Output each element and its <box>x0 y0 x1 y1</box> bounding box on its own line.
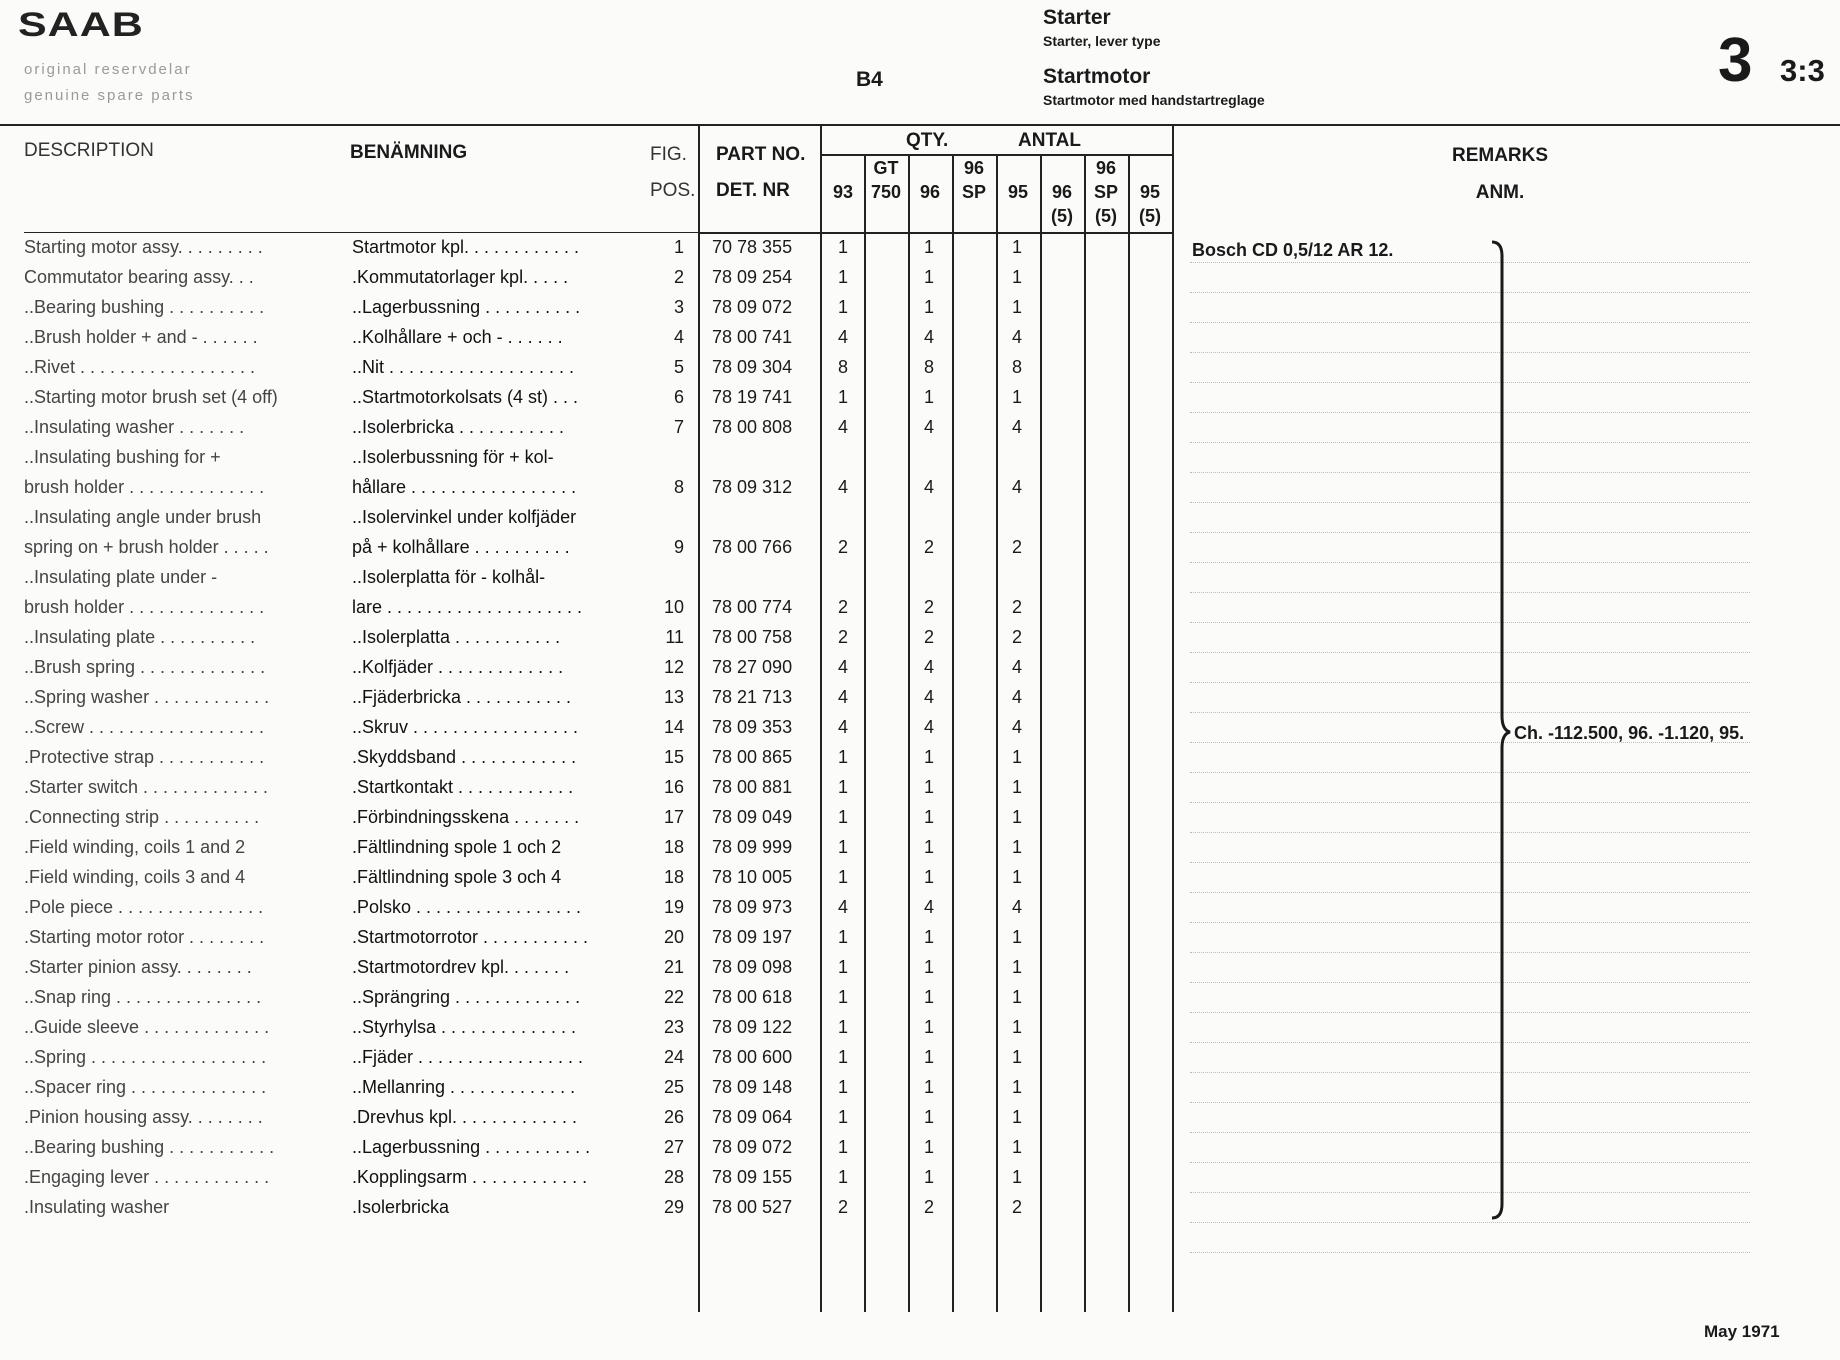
row-benamning: ..Fjäderbricka . . . . . . . . . . . <box>352 687 572 707</box>
row-qty-93: 1 <box>837 927 848 947</box>
row-benamning: lare . . . . . . . . . . . . . . . . . . . . <box>352 597 583 617</box>
row-qty-95: 1 <box>1011 777 1022 797</box>
row-qty-96: 2 <box>923 597 934 617</box>
row-part-number: 78 09 312 <box>712 477 793 497</box>
row-description: ..Insulating angle under brush <box>24 507 262 527</box>
row-benamning: ..Nit . . . . . . . . . . . . . . . . . . . <box>352 357 575 377</box>
row-qty-96: 4 <box>923 417 934 437</box>
remarks-ruling <box>1190 472 1750 473</box>
remarks-ruling <box>1190 412 1750 413</box>
row-fig-pos: 7 <box>673 417 684 437</box>
row-benamning: .Fältlindning spole 1 och 2 <box>352 837 562 857</box>
row-qty-93: 1 <box>837 1077 848 1097</box>
row-qty-95: 1 <box>1011 867 1022 887</box>
title-english: Starter <box>1043 6 1111 29</box>
model-col-6-line3: (5) <box>1051 206 1073 226</box>
row-qty-96: 1 <box>923 1107 934 1127</box>
row-description: ..Rivet . . . . . . . . . . . . . . . . . . <box>24 357 256 377</box>
col-qty: QTY. <box>906 130 949 151</box>
row-part-number: 78 00 865 <box>712 747 793 767</box>
remark-bosch: Bosch CD 0,5/12 AR 12. <box>1192 240 1394 260</box>
row-qty-96: 1 <box>923 867 934 887</box>
model-col-2-line1: GT <box>873 158 899 178</box>
row-part-number: 78 09 049 <box>712 807 793 827</box>
remarks-ruling <box>1190 802 1750 803</box>
row-qty-95: 1 <box>1011 297 1022 317</box>
row-part-number: 78 09 064 <box>712 1107 793 1127</box>
table-header-rule <box>698 232 1174 234</box>
row-part-number: 78 09 999 <box>712 837 793 857</box>
row-qty-95: 2 <box>1011 627 1022 647</box>
remarks-ruling <box>1190 262 1750 263</box>
divider-qty-col <box>1040 155 1042 1312</box>
remarks-ruling <box>1190 772 1750 773</box>
tagline-swedish: original reservdelar <box>24 61 192 78</box>
row-qty-93: 4 <box>837 417 848 437</box>
row-fig-pos: 3 <box>673 297 684 317</box>
row-qty-95: 4 <box>1011 327 1022 347</box>
row-fig-pos: 1 <box>673 237 684 257</box>
row-qty-93: 4 <box>837 897 848 917</box>
row-description: ..Insulating plate under - <box>24 567 218 587</box>
row-qty-95: 1 <box>1011 1047 1022 1067</box>
row-qty-93: 4 <box>837 327 848 347</box>
row-qty-95: 1 <box>1011 1107 1022 1127</box>
col-antal: ANTAL <box>1018 130 1081 151</box>
row-qty-96: 1 <box>923 957 934 977</box>
row-part-number: 78 09 155 <box>712 1167 793 1187</box>
remarks-ruling <box>1190 652 1750 653</box>
row-description: .Insulating washer <box>24 1197 170 1217</box>
row-qty-96: 4 <box>923 477 934 497</box>
row-benamning: .Förbindningsskena . . . . . . . <box>352 807 580 827</box>
row-qty-95: 1 <box>1011 807 1022 827</box>
row-qty-93: 1 <box>837 237 848 257</box>
row-qty-96: 1 <box>923 1047 934 1067</box>
row-qty-96: 4 <box>923 327 934 347</box>
saab-logo: SAAB <box>18 5 144 45</box>
row-part-number: 78 00 808 <box>712 417 793 437</box>
divider-qty-col <box>952 155 954 1312</box>
row-qty-96: 1 <box>923 777 934 797</box>
row-part-number: 78 09 098 <box>712 957 793 977</box>
row-qty-95: 1 <box>1011 837 1022 857</box>
row-qty-96: 8 <box>923 357 934 377</box>
model-col-4-line2: SP <box>961 182 986 202</box>
row-description: brush holder . . . . . . . . . . . . . . <box>24 597 265 617</box>
row-qty-93: 2 <box>837 537 848 557</box>
remarks-ruling <box>1190 622 1750 623</box>
row-part-number: 78 09 122 <box>712 1017 793 1037</box>
row-qty-93: 1 <box>837 387 848 407</box>
model-col-6-line2: 96 <box>1051 182 1073 202</box>
row-part-number: 78 21 713 <box>712 687 793 707</box>
col-pos: POS. <box>650 180 696 201</box>
remarks-ruling <box>1190 1132 1750 1133</box>
remarks-ruling <box>1190 682 1750 683</box>
row-benamning: ..Lagerbussning . . . . . . . . . . . <box>352 1137 591 1157</box>
row-fig-pos: 17 <box>663 807 684 827</box>
row-part-number: 78 00 758 <box>712 627 793 647</box>
row-description: ..Bearing bushing . . . . . . . . . . . <box>24 1137 275 1157</box>
row-fig-pos: 10 <box>663 597 684 617</box>
row-fig-pos: 24 <box>663 1047 684 1067</box>
remark-chassis: Ch. -112.500, 96. -1.120, 95. <box>1514 723 1745 743</box>
row-benamning: ..Skruv . . . . . . . . . . . . . . . . . <box>352 717 579 737</box>
row-description: Starting motor assy. . . . . . . . . <box>24 237 263 257</box>
row-fig-pos: 5 <box>673 357 684 377</box>
row-qty-96: 1 <box>923 987 934 1007</box>
model-col-1-line2: 93 <box>832 182 854 202</box>
row-qty-93: 1 <box>837 1017 848 1037</box>
remarks-ruling <box>1190 322 1750 323</box>
row-description: ..Insulating bushing for + <box>24 447 221 467</box>
row-fig-pos: 23 <box>663 1017 684 1037</box>
row-qty-96: 4 <box>923 717 934 737</box>
row-qty-93: 1 <box>837 1107 848 1127</box>
row-qty-95: 1 <box>1011 387 1022 407</box>
row-qty-95: 4 <box>1011 717 1022 737</box>
remarks-ruling <box>1190 1012 1750 1013</box>
row-benamning: hållare . . . . . . . . . . . . . . . . . <box>352 477 577 497</box>
row-qty-95: 4 <box>1011 687 1022 707</box>
row-benamning: Startmotor kpl. . . . . . . . . . . . <box>352 237 580 257</box>
row-part-number: 78 09 148 <box>712 1077 793 1097</box>
row-fig-pos: 29 <box>663 1197 684 1217</box>
row-qty-96: 1 <box>923 1017 934 1037</box>
row-description: .Connecting strip . . . . . . . . . . <box>24 807 260 827</box>
col-benamning: BENÄMNING <box>350 142 468 163</box>
row-qty-93: 1 <box>837 867 848 887</box>
desc-header-rule <box>24 232 698 233</box>
model-col-7-line3: (5) <box>1095 206 1117 226</box>
section-number: 3 <box>1718 26 1753 95</box>
remarks-ruling <box>1190 352 1750 353</box>
remarks-ruling <box>1190 1072 1750 1073</box>
row-description: ..Snap ring . . . . . . . . . . . . . . . <box>24 987 262 1007</box>
row-benamning: .Kommutatorlager kpl. . . . . <box>352 267 569 287</box>
row-qty-93: 1 <box>837 267 848 287</box>
row-qty-95: 2 <box>1011 1197 1022 1217</box>
subtitle-swedish: Startmotor med handstartreglage <box>1043 92 1265 108</box>
remarks-ruling <box>1190 532 1750 533</box>
row-fig-pos: 22 <box>663 987 684 1007</box>
row-fig-pos: 11 <box>665 627 684 647</box>
row-description: .Protective strap . . . . . . . . . . . <box>24 747 265 767</box>
row-qty-93: 1 <box>837 777 848 797</box>
model-col-5-line2: 95 <box>1007 182 1029 202</box>
row-qty-96: 4 <box>923 687 934 707</box>
row-benamning: ..Sprängring . . . . . . . . . . . . . <box>352 987 581 1007</box>
row-fig-pos: 18 <box>663 867 684 887</box>
row-qty-93: 2 <box>837 627 848 647</box>
model-col-8-line2: 95 <box>1139 182 1161 202</box>
row-description: .Field winding, coils 3 and 4 <box>24 867 246 887</box>
row-fig-pos: 9 <box>673 537 684 557</box>
row-qty-95: 1 <box>1011 1017 1022 1037</box>
divider-qty-col <box>864 155 866 1312</box>
row-benamning: ..Isolerbricka . . . . . . . . . . . <box>352 417 565 437</box>
row-benamning: ..Kolhållare + och - . . . . . . <box>352 327 563 347</box>
row-part-number: 78 00 766 <box>712 537 793 557</box>
row-part-number: 78 09 072 <box>712 1137 793 1157</box>
subtitle-english: Starter, lever type <box>1043 33 1161 49</box>
remarks-ruling <box>1190 292 1750 293</box>
row-qty-96: 1 <box>923 807 934 827</box>
row-description: ..Brush spring . . . . . . . . . . . . . <box>24 657 266 677</box>
row-fig-pos: 20 <box>663 927 684 947</box>
row-part-number: 78 09 254 <box>712 267 793 287</box>
row-fig-pos: 14 <box>663 717 684 737</box>
row-benamning: på + kolhållare . . . . . . . . . . <box>352 537 570 557</box>
row-qty-93: 1 <box>837 1137 848 1157</box>
row-fig-pos: 28 <box>663 1167 684 1187</box>
row-benamning: ..Isolerplatta för - kolhål- <box>352 567 546 587</box>
row-description: ..Starting motor brush set (4 off) <box>24 387 278 407</box>
divider-part-qty <box>820 126 822 1312</box>
row-part-number: 78 09 072 <box>712 297 793 317</box>
remarks-ruling <box>1190 862 1750 863</box>
row-description: brush holder . . . . . . . . . . . . . . <box>24 477 265 497</box>
col-remarks: REMARKS <box>1451 145 1549 166</box>
row-fig-pos: 15 <box>663 747 684 767</box>
row-qty-96: 1 <box>923 1167 934 1187</box>
row-qty-95: 4 <box>1011 897 1022 917</box>
row-qty-95: 1 <box>1011 747 1022 767</box>
page-number: 3:3 <box>1780 53 1825 88</box>
row-qty-95: 1 <box>1011 267 1022 287</box>
row-qty-96: 2 <box>923 1197 934 1217</box>
qty-header-rule <box>820 154 1174 156</box>
row-qty-93: 1 <box>837 807 848 827</box>
row-qty-93: 1 <box>837 957 848 977</box>
row-part-number: 78 10 005 <box>712 867 793 887</box>
row-qty-96: 1 <box>923 237 934 257</box>
row-qty-93: 4 <box>837 657 848 677</box>
row-benamning: ..Mellanring . . . . . . . . . . . . . <box>352 1077 576 1097</box>
col-description: DESCRIPTION <box>24 140 154 161</box>
row-qty-95: 1 <box>1011 1167 1022 1187</box>
row-benamning: ..Startmotorkolsats (4 st) . . . <box>352 387 579 407</box>
row-qty-96: 4 <box>923 657 934 677</box>
row-part-number: 78 09 197 <box>712 927 793 947</box>
row-description: ..Screw . . . . . . . . . . . . . . . . . . <box>24 717 265 737</box>
header-rule <box>0 124 1840 126</box>
row-qty-95: 1 <box>1011 957 1022 977</box>
title-swedish: Startmotor <box>1043 65 1151 88</box>
remark-brace <box>1488 240 1512 1220</box>
row-qty-95: 4 <box>1011 657 1022 677</box>
row-benamning: ..Kolfjäder . . . . . . . . . . . . . <box>352 657 564 677</box>
row-qty-95: 2 <box>1011 597 1022 617</box>
row-benamning: .Isolerbricka <box>352 1197 450 1217</box>
row-description: ..Insulating washer . . . . . . . <box>24 417 245 437</box>
remarks-ruling <box>1190 892 1750 893</box>
row-description: ..Brush holder + and - . . . . . . <box>24 327 258 347</box>
row-fig-pos: 21 <box>663 957 684 977</box>
row-part-number: 78 27 090 <box>712 657 793 677</box>
row-qty-96: 4 <box>923 897 934 917</box>
tagline-english: genuine spare parts <box>24 87 195 104</box>
row-fig-pos: 19 <box>663 897 684 917</box>
remarks-ruling <box>1190 922 1750 923</box>
row-qty-93: 4 <box>837 687 848 707</box>
remarks-ruling <box>1190 562 1750 563</box>
row-part-number: 78 09 304 <box>712 357 793 377</box>
row-part-number: 70 78 355 <box>712 237 793 257</box>
model-col-4-line1: 96 <box>963 158 985 178</box>
row-qty-96: 1 <box>923 387 934 407</box>
row-qty-96: 1 <box>923 1137 934 1157</box>
divider-qty-remarks <box>1172 126 1174 1312</box>
row-description: .Starter switch . . . . . . . . . . . . . <box>24 777 269 797</box>
row-part-number: 78 00 600 <box>712 1047 793 1067</box>
remarks-ruling <box>1190 382 1750 383</box>
row-description: ..Bearing bushing . . . . . . . . . . <box>24 297 265 317</box>
row-description: .Engaging lever . . . . . . . . . . . . <box>24 1167 270 1187</box>
row-fig-pos: 26 <box>663 1107 684 1127</box>
row-benamning: .Startkontakt . . . . . . . . . . . . <box>352 777 574 797</box>
row-description: ..Spring washer . . . . . . . . . . . . <box>24 687 270 707</box>
row-qty-93: 1 <box>837 297 848 317</box>
row-benamning: ..Isolerplatta . . . . . . . . . . . <box>352 627 561 647</box>
row-part-number: 78 00 618 <box>712 987 793 1007</box>
row-benamning: ..Isolervinkel under kolfjäder <box>352 507 577 527</box>
row-qty-93: 1 <box>837 987 848 1007</box>
row-qty-93: 8 <box>837 357 848 377</box>
col-anm: ANM. <box>1475 182 1525 203</box>
row-qty-96: 1 <box>923 1077 934 1097</box>
row-fig-pos: 18 <box>663 837 684 857</box>
remarks-ruling <box>1190 1042 1750 1043</box>
remarks-ruling <box>1190 982 1750 983</box>
row-qty-93: 1 <box>837 747 848 767</box>
row-benamning: ..Styrhylsa . . . . . . . . . . . . . . <box>352 1017 577 1037</box>
row-fig-pos: 6 <box>673 387 684 407</box>
model-col-3-line2: 96 <box>919 182 941 202</box>
row-fig-pos: 4 <box>673 327 684 347</box>
remarks-ruling <box>1190 712 1750 713</box>
row-fig-pos: 27 <box>663 1137 684 1157</box>
row-part-number: 78 00 527 <box>712 1197 793 1217</box>
remarks-ruling <box>1190 1162 1750 1163</box>
remarks-ruling <box>1190 832 1750 833</box>
row-description: ..Spring . . . . . . . . . . . . . . . . . . <box>24 1047 267 1067</box>
row-qty-93: 1 <box>837 1167 848 1187</box>
row-qty-96: 2 <box>923 627 934 647</box>
divider-fig-part <box>698 126 700 1312</box>
row-benamning: ..Fjäder . . . . . . . . . . . . . . . . . <box>352 1047 584 1067</box>
row-description: .Starting motor rotor . . . . . . . . <box>24 927 265 947</box>
row-benamning: .Polsko . . . . . . . . . . . . . . . . . <box>352 897 582 917</box>
row-qty-95: 4 <box>1011 417 1022 437</box>
row-qty-96: 1 <box>923 837 934 857</box>
remarks-ruling <box>1190 1252 1750 1253</box>
row-description: .Field winding, coils 1 and 2 <box>24 837 246 857</box>
row-description: Commutator bearing assy. . . <box>24 267 254 287</box>
row-benamning: .Kopplingsarm . . . . . . . . . . . . <box>352 1167 588 1187</box>
model-col-7-line1: 96 <box>1095 158 1117 178</box>
row-fig-pos: 13 <box>663 687 684 707</box>
row-fig-pos: 16 <box>663 777 684 797</box>
col-det-nr: DET. NR <box>716 180 790 201</box>
model-code: B4 <box>856 68 883 91</box>
row-benamning: .Drevhus kpl. . . . . . . . . . . . . <box>352 1107 578 1127</box>
row-qty-95: 1 <box>1011 1137 1022 1157</box>
row-qty-95: 1 <box>1011 1077 1022 1097</box>
row-qty-95: 1 <box>1011 927 1022 947</box>
row-description: ..Guide sleeve . . . . . . . . . . . . . <box>24 1017 270 1037</box>
row-part-number: 78 09 353 <box>712 717 793 737</box>
row-part-number: 78 00 774 <box>712 597 793 617</box>
row-description: ..Insulating plate . . . . . . . . . . <box>24 627 256 647</box>
row-benamning: ..Isolerbussning för + kol- <box>352 447 554 467</box>
row-benamning: ..Lagerbussning . . . . . . . . . . <box>352 297 581 317</box>
row-qty-95: 1 <box>1011 237 1022 257</box>
row-qty-93: 1 <box>837 837 848 857</box>
row-qty-96: 1 <box>923 267 934 287</box>
remarks-ruling <box>1190 1222 1750 1223</box>
row-qty-96: 2 <box>923 537 934 557</box>
row-benamning: .Fältlindning spole 3 och 4 <box>352 867 562 887</box>
row-qty-95: 8 <box>1011 357 1022 377</box>
row-part-number: 78 00 881 <box>712 777 793 797</box>
model-col-7-line2: SP <box>1093 182 1118 202</box>
row-qty-95: 2 <box>1011 537 1022 557</box>
row-qty-93: 4 <box>837 477 848 497</box>
row-benamning: .Skyddsband . . . . . . . . . . . . <box>352 747 577 767</box>
row-description: ..Spacer ring . . . . . . . . . . . . . . <box>24 1077 267 1097</box>
remarks-ruling <box>1190 442 1750 443</box>
row-fig-pos: 8 <box>673 477 684 497</box>
row-part-number: 78 09 973 <box>712 897 793 917</box>
row-description: .Pinion housing assy. . . . . . . . <box>24 1107 263 1127</box>
row-description: .Starter pinion assy. . . . . . . . <box>24 957 252 977</box>
row-qty-96: 1 <box>923 297 934 317</box>
row-qty-95: 1 <box>1011 987 1022 1007</box>
model-col-2-line2: 750 <box>870 182 902 202</box>
remarks-ruling <box>1190 1102 1750 1103</box>
model-col-8-line3: (5) <box>1139 206 1161 226</box>
row-qty-96: 1 <box>923 747 934 767</box>
remarks-ruling <box>1190 952 1750 953</box>
divider-qty-col <box>1128 155 1130 1312</box>
row-part-number: 78 00 741 <box>712 327 793 347</box>
row-qty-96: 1 <box>923 927 934 947</box>
remarks-ruling <box>1190 1192 1750 1193</box>
row-qty-93: 4 <box>837 717 848 737</box>
row-qty-93: 2 <box>837 597 848 617</box>
row-qty-95: 4 <box>1011 477 1022 497</box>
publication-date: May 1971 <box>1704 1322 1780 1341</box>
col-part-no: PART NO. <box>716 144 806 165</box>
row-qty-93: 1 <box>837 1047 848 1067</box>
remarks-ruling <box>1190 502 1750 503</box>
row-qty-93: 2 <box>837 1197 848 1217</box>
row-fig-pos: 12 <box>663 657 684 677</box>
row-description: spring on + brush holder . . . . . <box>24 537 269 557</box>
row-fig-pos: 2 <box>673 267 684 287</box>
divider-qty-col <box>1084 155 1086 1312</box>
row-benamning: .Startmotordrev kpl. . . . . . . <box>352 957 570 977</box>
row-part-number: 78 19 741 <box>712 387 793 407</box>
row-fig-pos: 25 <box>663 1077 684 1097</box>
row-benamning: .Startmotorrotor . . . . . . . . . . . <box>352 927 589 947</box>
col-fig: FIG. <box>650 144 687 165</box>
remarks-ruling <box>1190 592 1750 593</box>
row-description: .Pole piece . . . . . . . . . . . . . . . <box>24 897 264 917</box>
